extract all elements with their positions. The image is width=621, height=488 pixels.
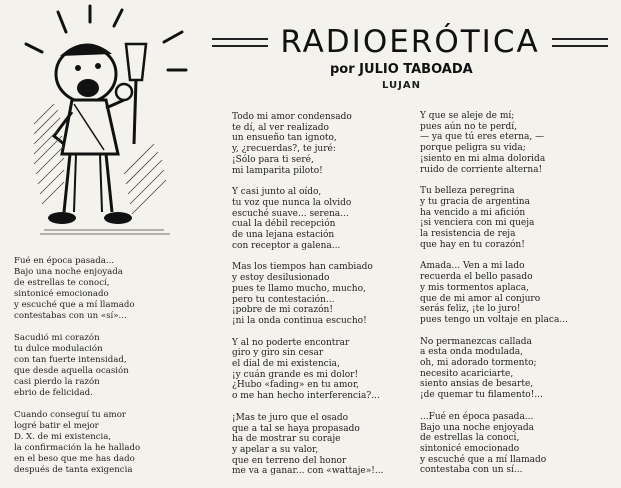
verse-line: contestabas con un «sí»... bbox=[14, 311, 127, 321]
verse-line: pues tengo un voltaje en placa... bbox=[420, 314, 568, 325]
verse-line: — ya que tú eres eterna, — bbox=[420, 132, 545, 143]
verse-line: con tan fuerte intensidad, bbox=[14, 355, 127, 365]
verse-line: Y que se aleje de mí; bbox=[420, 111, 515, 121]
verse-line: que a tal se haya propasado bbox=[232, 423, 360, 434]
stanza bbox=[14, 333, 140, 399]
verse-line: serás feliz, ¡te lo juro! bbox=[420, 304, 521, 315]
verse-line: que hay en tu corazón! bbox=[420, 239, 525, 250]
verse-line: y escuché que a mí llamado bbox=[420, 454, 547, 465]
stanza bbox=[232, 338, 383, 402]
stanza bbox=[420, 337, 568, 401]
verse-line: ¡Sólo para ti seré, bbox=[232, 154, 314, 165]
verse-line: de estrellas te conocí, bbox=[14, 278, 110, 288]
verse-line: sintonicé emocionado bbox=[14, 289, 109, 299]
verse-line: la confirmación la he hallado bbox=[14, 443, 141, 453]
singing-man-illustration bbox=[14, 4, 194, 242]
left-column bbox=[14, 256, 140, 487]
verse-line: ¡y cuán grande es mi dolor! bbox=[232, 369, 359, 380]
verse-line: ...Fué en época pasada... bbox=[420, 411, 534, 422]
verse-line: Bajo una noche enjoyada bbox=[14, 267, 123, 277]
verse-line: Todo mi amor condensado bbox=[232, 112, 352, 122]
verse-line: ¡siento en mi alma dolorida bbox=[420, 153, 546, 164]
right-column bbox=[420, 111, 568, 487]
verse-line: siento ansias de besarte, bbox=[420, 379, 534, 390]
verse-line: de estrellas la conocí, bbox=[420, 433, 520, 444]
verse-line: Y al no poderte encontrar bbox=[232, 337, 350, 348]
title-row bbox=[212, 24, 608, 60]
verse-line: ebrio de felicidad. bbox=[14, 388, 93, 398]
verse-line: contestaba con un sí... bbox=[420, 465, 523, 476]
verse-line: y escuché que a mí llamado bbox=[14, 300, 135, 310]
verse-line: escuché suave... serena... bbox=[232, 208, 349, 219]
verse-line: casi pierdo la razón bbox=[14, 377, 100, 387]
verse-line: el dial de mi existencia, bbox=[232, 359, 340, 370]
verse-line: pues aún no te perdí, bbox=[420, 121, 517, 132]
verse-line: ha de mostrar su coraje bbox=[232, 434, 341, 445]
verse-line: Fué en época pasada... bbox=[14, 256, 115, 266]
verse-line: te dí, al ver realizado bbox=[232, 122, 329, 133]
stanza bbox=[420, 186, 568, 250]
verse-line: tu dulce modulación bbox=[14, 344, 103, 354]
middle-column bbox=[232, 112, 383, 488]
stanza bbox=[232, 112, 383, 176]
stanza bbox=[420, 412, 568, 476]
stanza bbox=[420, 111, 568, 175]
verse-line: después de tanta exigencia bbox=[14, 465, 133, 475]
verse-line: porque peligra su vida; bbox=[420, 143, 526, 154]
verse-line: ¿Hubo «fading» en tu amor, bbox=[232, 380, 360, 391]
verse-line: D. X. de mi existencia, bbox=[14, 432, 112, 442]
verse-line: y estoy desilusionado bbox=[232, 273, 330, 284]
verse-line: ha vencido a mi afición bbox=[420, 207, 526, 218]
verse-line: Tu belleza peregrina bbox=[420, 186, 515, 197]
verse-line: ¡ni la onda continua escucho! bbox=[232, 315, 367, 326]
stanza bbox=[14, 410, 140, 476]
stanza bbox=[232, 187, 383, 251]
verse-line: pues te llamo mucho, mucho, bbox=[232, 283, 366, 294]
verse-line: Sacudió mi corazón bbox=[14, 333, 100, 343]
stanza bbox=[232, 262, 383, 326]
verse-line: un ensueño tan ignoto, bbox=[232, 133, 337, 144]
verse-line: Amada... Ven a mi lado bbox=[420, 261, 525, 272]
title-rule-left bbox=[212, 38, 268, 47]
verse-line: la resistencia de reja bbox=[420, 229, 516, 240]
stanza bbox=[232, 413, 383, 477]
stanza bbox=[420, 261, 568, 325]
title-rule-right bbox=[552, 38, 608, 47]
verse-line: ¡pobre de mi corazón! bbox=[232, 305, 333, 316]
verse-line: y, ¿recuerdas?, te juré: bbox=[232, 144, 336, 155]
verse-line: de una lejana estación bbox=[232, 230, 335, 241]
author-byline: por JULIO TABOADA bbox=[330, 62, 473, 77]
verse-line: Y casi junto al oído, bbox=[232, 187, 322, 198]
verse-line: giro y giro sin cesar bbox=[232, 348, 324, 359]
verse-line: ruido de corriente alterna! bbox=[420, 164, 543, 175]
verse-line: ¡si venciera con mi queja bbox=[420, 218, 535, 229]
verse-line: con receptor a galena... bbox=[232, 240, 341, 251]
verse-line: recuerda el bello pasado bbox=[420, 272, 533, 283]
verse-line: No permanezcas callada bbox=[420, 336, 532, 347]
poem-title: RADIOERÓTICA bbox=[280, 24, 540, 60]
verse-line: pero tu contestación... bbox=[232, 294, 335, 305]
verse-line: Cuando conseguí tu amor bbox=[14, 410, 126, 420]
verse-line: ¡Mas te juro que el osado bbox=[232, 412, 349, 423]
verse-line: cual la débil recepción bbox=[232, 219, 336, 230]
verse-line: mi lamparita piloto! bbox=[232, 165, 323, 176]
verse-line: tu voz que nunca la olvido bbox=[232, 197, 352, 208]
stanza bbox=[14, 256, 140, 322]
verse-line: y apelar a su valor, bbox=[232, 444, 319, 455]
verse-line: ¡de quemar tu filamento!... bbox=[420, 390, 543, 401]
verse-line: Bajo una noche enjoyada bbox=[420, 422, 535, 433]
verse-line: me va a ganar... con «wattaje»!... bbox=[232, 466, 384, 477]
verse-line: sintonicé emocionado bbox=[420, 443, 520, 454]
verse-line: que desde aquella ocasión bbox=[14, 366, 129, 376]
verse-line: a esta onda modulada, bbox=[420, 347, 523, 358]
verse-line: y tu gracia de argentina bbox=[420, 196, 530, 207]
verse-line: que de mi amor al conjuro bbox=[420, 293, 541, 304]
verse-line: que en terreno del honor bbox=[232, 455, 347, 466]
verse-line: logré batir el mejor bbox=[14, 421, 99, 431]
verse-line: en el beso que me has dado bbox=[14, 454, 135, 464]
verse-line: Mas los tiempos han cambiado bbox=[232, 262, 373, 273]
verse-line: oh, mi adorado tormento; bbox=[420, 358, 537, 369]
verse-line: necesito acariciarte, bbox=[420, 368, 514, 379]
verse-line: o me han hecho interferencia?... bbox=[232, 391, 380, 402]
author-city: LUJAN bbox=[382, 80, 421, 91]
verse-line: y mis tormentos aplaca, bbox=[420, 282, 529, 293]
